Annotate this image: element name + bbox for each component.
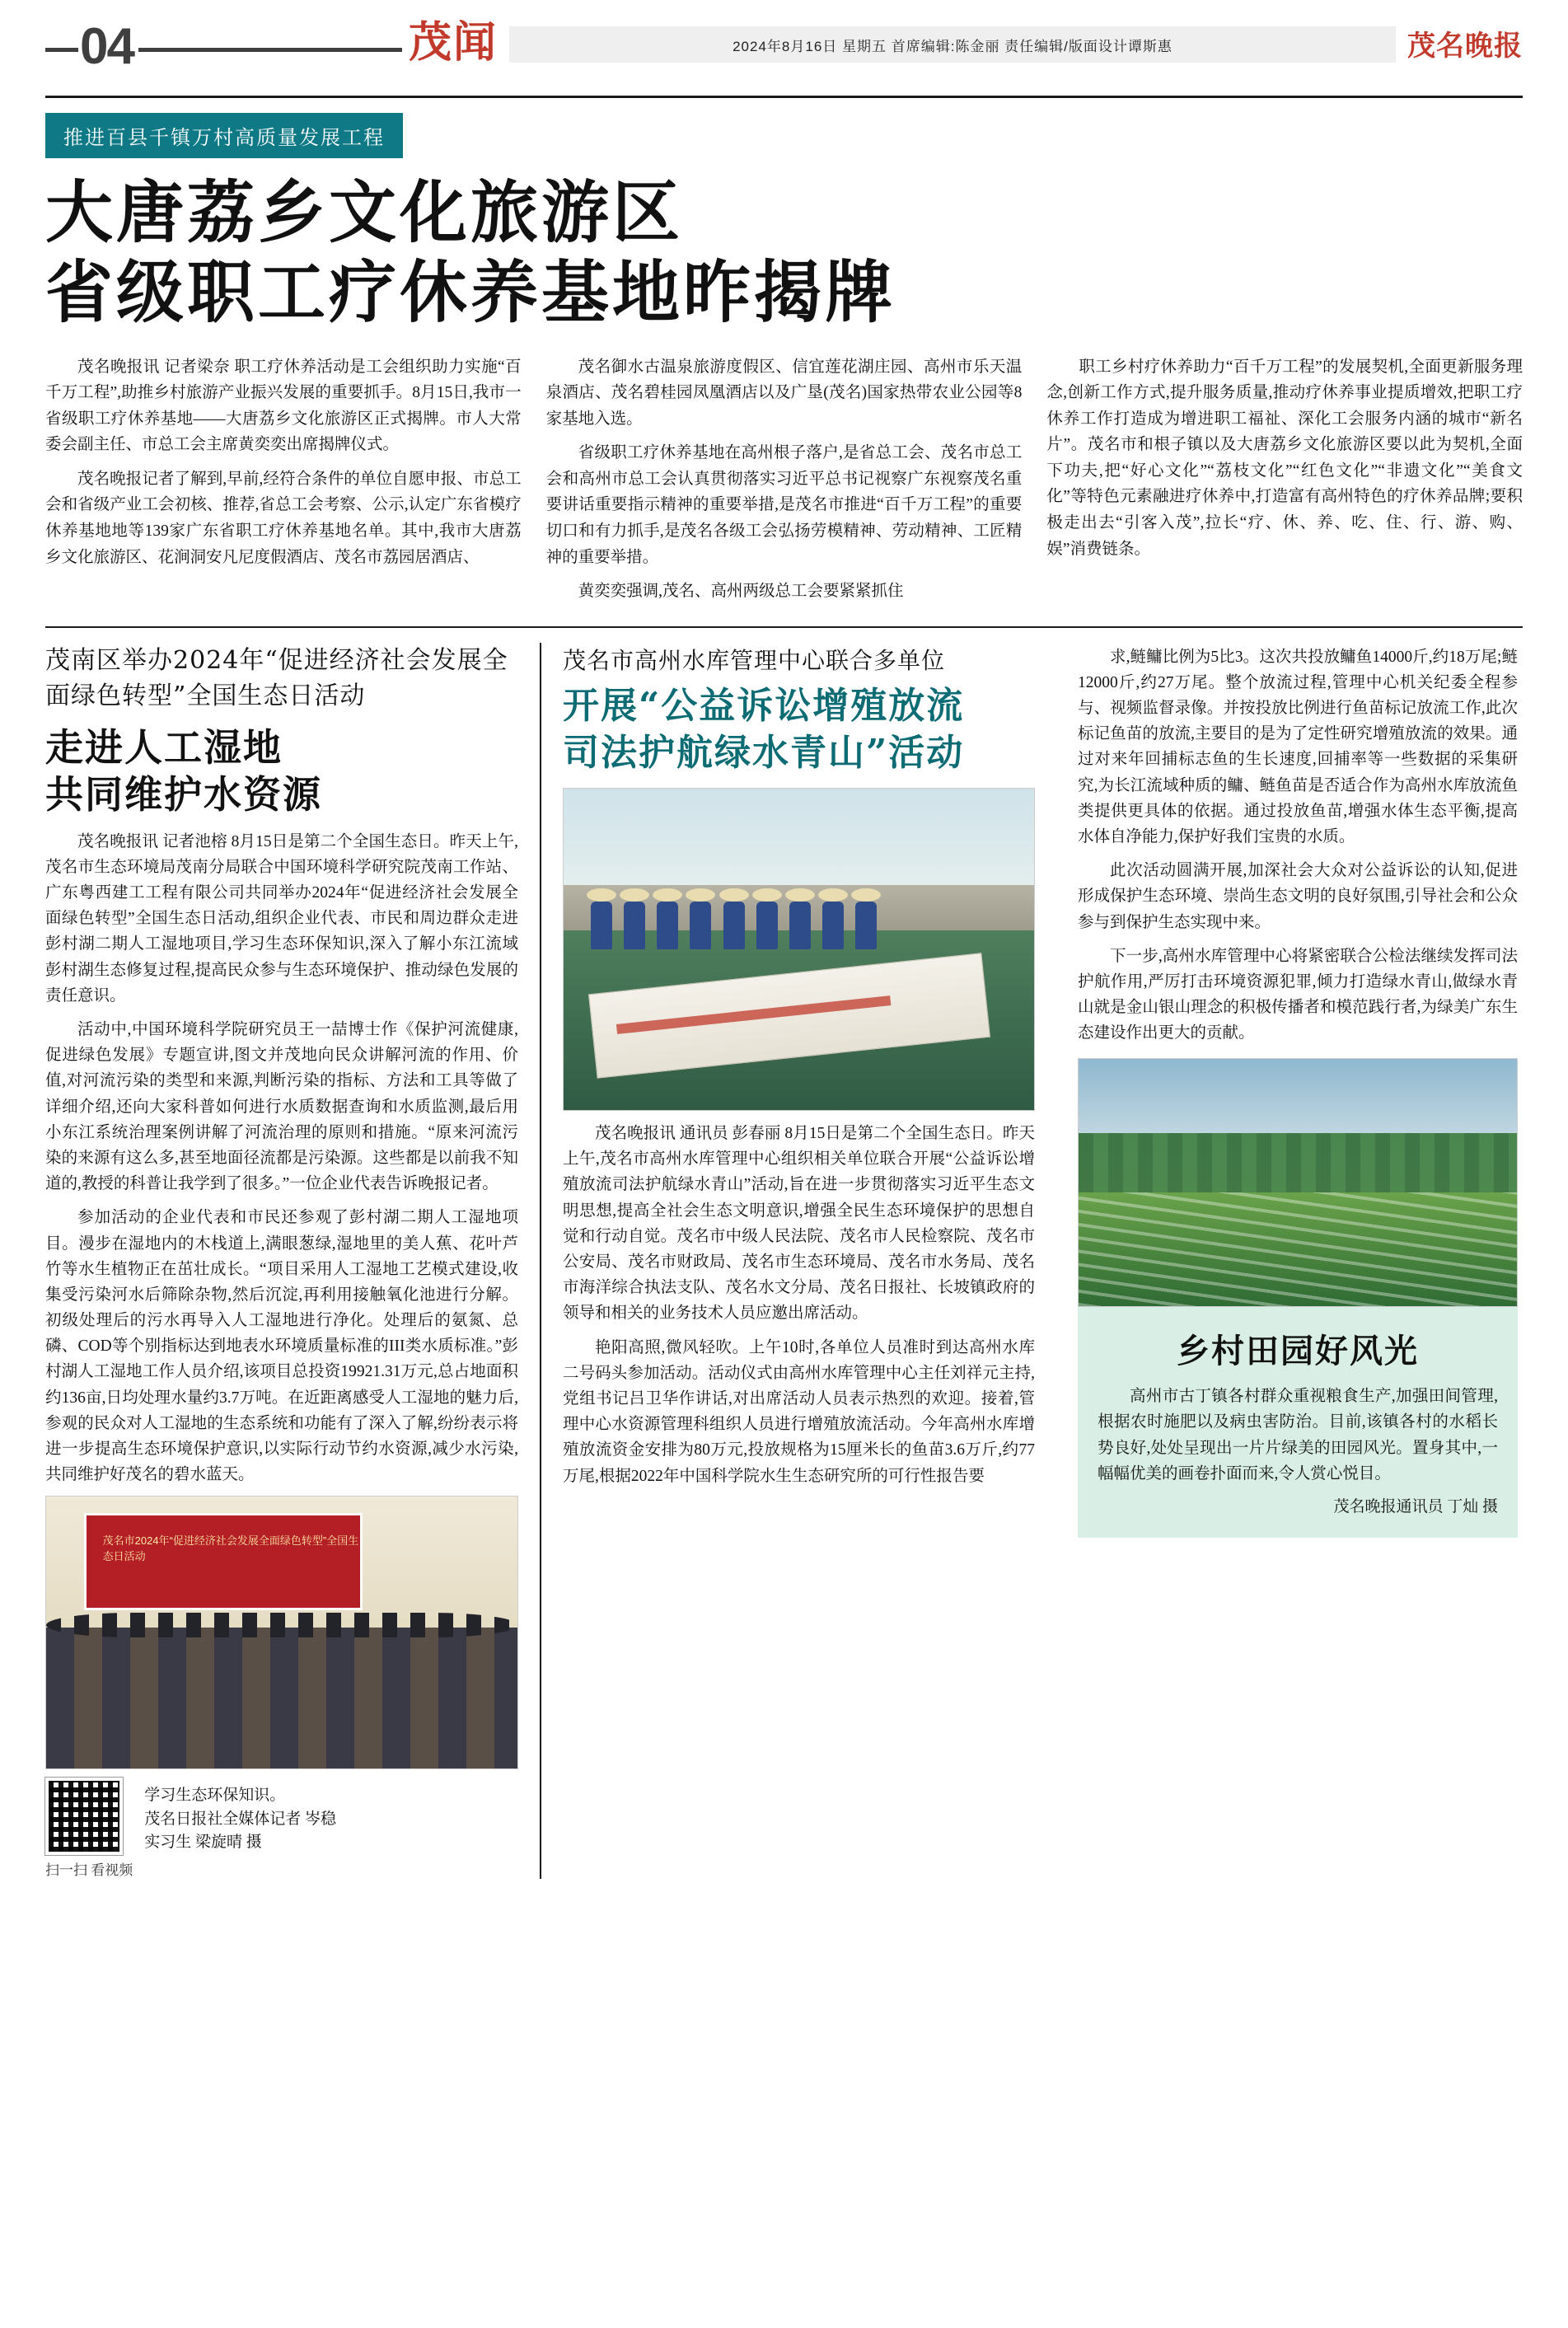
rural-fields-photo [1078,1058,1518,1307]
folio-number: 04 [80,18,133,75]
lead-column-1 [45,354,522,613]
paper-logo: 茂名晚报 [1407,30,1523,63]
mid-headline-line-1: 开展“公益诉讼增殖放流 [563,684,965,727]
right-column [1056,643,1518,1880]
rural-photo-credit: 茂名晚报通讯员 丁灿 摄 [1333,1497,1498,1515]
qr-code-icon [45,1778,123,1855]
photo-rice-paddies [1079,1192,1517,1306]
left-kicker: 茂南区举办2024年“促进经济社会发展全面绿色转型”全国生态日活动 [45,645,508,711]
lead-bottom-rule [45,626,1523,628]
left-photo-caption [144,1784,336,1855]
mid-paragraph: 下一步,高州水库管理中心将紧密联合公检法继续发挥司法护航作用,严厉打击环境资源犯罪,倾力打造绿水青山,做绿水青山就是金山银山理念的积极传播者和模范践行者,为绿美广东生态建设作出更大的贡献。 [1078,947,1518,1042]
lead-paragraph: 省级职工疗休养基地在高州根子落户,是省总工会、茂名市总工会和高州市总工会认真贯彻落实习近平总书记视察广东视察茂名重要讲话重要指示精神的重要举措,是茂名市推进“百千万工程”的重要切口和有力抓手,是茂名各级工会弘扬劳模精神、劳动精神、工匠精神的重要举措。 [545,444,1023,566]
mid-headline-line-2: 司法护航绿水青山”活动 [563,731,965,774]
rural-paragraph: 高州市古丁镇各村群众重视粮食生产,加强田间管理,根据农时施肥以及病虫害防治。目前,该镇各村的水稻长势良好,处处呈现出一片片绿美的田园风光。置身其中,一幅幅优美的画卷扑面而来,令人赏心悦目。 [1098,1387,1498,1483]
photo-stage-banner [84,1513,363,1610]
masthead [45,0,1523,92]
eco-day-indoor-photo [45,1496,518,1769]
photo-participants [583,878,997,949]
qr-label: 扫一扫 看视频 [45,1862,133,1879]
lead-paragraph: 茂名晚报讯 记者梁奈 职工疗休养活动是工会组织助力实施“百千万工程”,助推乡村旅游产业振兴发展的重要抓手。8月15日,我市一省级职工疗休养基地——大唐荔乡文化旅游区正式揭牌。市人大常委会副主任、市总工会主席黄奕奕出席揭牌仪式。 [45,358,522,454]
headline-line-2: 省级职工疗休养基地昨揭牌 [45,252,896,332]
photo-banner-text: 茂名市2024年“促进经济社会发展全面绿色转型”全国生态日活动 [102,1534,359,1563]
left-paragraph: 参加活动的企业代表和市民还参观了彭村湖二期人工湿地项目。漫步在湿地内的木栈道上,满眼葱绿,湿地里的美人蕉、花叶芦竹等水生植物正在茁壮成长。“项目采用人工湿地工艺模式建设,收集受污染河水后筛除杂物,然后沉淀,再利用接触氧化池进行分解。初级处理后的污水再导入人工湿地进行净化。处理后的氨氮、总磷、COD等个别指标达到地表水环境质量标准的III类水质标准。”彭村湖人工湿地工作人员介绍,该项目总投资19921.31万元,总占地面积约136亩,日均处理水量约3.7万吨。在近距离感受人工湿地的魅力后,参观的民众对人工湿地的生态系统和功能有了深入了解,纷纷表示将进一步提高生态环境保护意识,以实际行动节约水资源,减少水污染,共同维护好茂名的碧水蓝天。 [45,1209,518,1484]
headline-line-1: 大唐荔乡文化旅游区 [45,173,684,252]
lead-paragraph: 茂名御水古温泉旅游度假区、信宜莲花湖庄园、高州市乐天温泉酒店、茂名碧桂园凤凰酒店以及广垦(茂名)国家热带农业公园等8家基地入选。 [545,358,1023,428]
left-caption-block [45,1778,518,1879]
mid-body-part1 [563,1121,1035,1489]
mid-body-part2 [1078,644,1518,1047]
rural-feature-title: 乡村田园好风光 [1177,1331,1419,1370]
mid-paragraph: 此次活动圆满开展,加深社会大众对公益诉讼的认知,促进形成保护生态环境、崇尚生态文明的良好氛围,引导社会和公众参与到保护生态实现中来。 [1078,862,1518,931]
video-qr-code[interactable] [45,1778,133,1879]
left-subhead [45,724,518,819]
mid-article [541,643,1056,1880]
page-folio [45,18,402,75]
mid-kicker: 茂名市高州水库管理中心联合多单位 [563,646,946,674]
folio-rule-icon [138,48,402,52]
folio-dash-icon [45,48,78,52]
rural-feature-panel [1078,1307,1518,1538]
photo-audience [46,1628,517,1769]
lead-article [45,354,1523,613]
lead-paragraph: 职工乡村疗休养助力“百千万工程”的发展契机,全面更新服务理念,创新工作方式,提升服务质量,推动疗休养事业提质增效,把职工疗休养工作打造成为增进职工福祉、深化工会服务内涵的城市“新名片”。茂名市和根子镇以及大唐荔乡文化旅游区要以此为契机,全面下功夫,把“好心文化”“荔枝文化”“红色文化”“非遗文化”“美食文化”等特色元素融进疗休养中,打造富有高州特色的疗休养品牌;要积极走出去“引客入茂”,拉长“疗、休、养、吃、住、行、游、购、娱”消费链条。 [1046,358,1524,558]
mid-paragraph: 茂名晚报讯 通讯员 彭春丽 8月15日是第二个全国生态日。昨天上午,茂名市高州水库管理中心组织相关单位联合开展“公益诉讼增殖放流司法护航绿水青山”活动,旨在进一步贯彻落实习近平生态文明思想,提高全社会生态文明意识,增强全民生态环境保护的思想自觉和行动自觉。茂名市中级人民法院、茂名市人民检察院、茂名市公安局、茂名市财政局、茂名市生态环境局、茂名市水务局、茂名市海洋综合执法支队、茂名水文分局、茂名日报社、长坡镇政府的领导和相关的业务技术人员应邀出席活动。 [563,1125,1035,1323]
caption-line: 学习生态环保知识。 [144,1787,286,1805]
photo-tree-line [1079,1133,1517,1197]
section-title: 茂闻 [408,17,498,68]
left-body [45,829,518,1488]
lower-section [45,643,1523,1880]
mid-headline [563,682,1035,776]
caption-line: 实习生 梁旋晴 摄 [144,1834,262,1852]
caption-line: 茂名日报社全媒体记者 岑稳 [144,1810,337,1828]
left-subhead-line-2: 共同维护水资源 [45,772,322,817]
lead-column-2 [546,354,1023,613]
fish-release-photo [563,788,1035,1111]
lead-paragraph: 黄奕奕强调,茂名、高州两级总工会要紧紧抓住 [578,583,904,601]
masthead-rule [45,96,1523,98]
mid-paragraph: 艳阳高照,微风轻吹。上午10时,各单位人员准时到达高州水库二号码头参加活动。活动仪式由高州水库管理中心主任刘祥元主持,党组书记吕卫华作讲话,对出席活动人员表示热烈的欢迎。接着,管理中心水资源管理科组织人员进行增殖放流活动。今年高州水库增殖放流资金安排为80万元,投放规格为15厘米长的鱼苗3.6万斤,约77万尾,根据2022年中国科学院水生生态研究所的可行性报告要 [563,1338,1035,1485]
masthead-meta: 2024年8月16日 星期五 首席编辑:陈金丽 责任编辑/版面设计谭斯惠 [509,26,1396,63]
main-headline [45,173,1523,333]
left-subhead-line-1: 走进人工湿地 [45,724,283,770]
left-article [45,643,540,1880]
left-paragraph: 茂名晚报讯 记者池榕 8月15日是第二个全国生态日。昨天上午,茂名市生态环境局茂南分局联合中国环境科学研究院茂南工作站、广东粤西建工工程有限公司共同举办2024年“促进经济社会发展全面绿色转型”全国生态日活动,组织企业代表、市民和周边群众走进彭村湖二期人工湿地项目,学习生态环保知识,深入了解小东江流域彭村湖生态修复过程,提高民众参与生态环境保护、推动绿色发展的责任意识。 [45,832,518,1005]
lead-column-3 [1046,354,1523,613]
mid-paragraph: 求,鲢鳙比例为5比3。这次共投放鳙鱼14000斤,约18万尾;鲢12000斤,约27万尾。整个放流过程,管理中心机关纪委全程参与、视频监督录像。并按投放比例进行鱼苗标记放流工作,此次标记鱼苗的放流,主要目的是为了定性研究增殖放流的效果。通过对来年回捕标志鱼的生长速度,回捕率等一些数据的采集研究,为长江流域种质的鳙、鲢鱼苗是否适合作为高州水库放流鱼类提供更具体的依据。通过投放鱼苗,增强水体生态平衡,提高水体自净能力,保护好我们宝贵的水质。 [1078,648,1518,846]
lead-paragraph: 茂名晚报记者了解到,早前,经符合条件的单位自愿申报、市总工会和省级产业工会初核、推荐,省总工会考察、公示,认定广东省模疗休养基地地等139家广东省职工疗休养基地名单。其中,我市大唐荔乡文化旅游区、花涧洞安凡尼度假酒店、茂名市荔园居酒店、 [45,470,522,566]
program-banner-tag: 推进百县千镇万村高质量发展工程 [45,113,403,158]
rural-feature-body [1098,1384,1498,1487]
left-paragraph: 活动中,中国环境科学院研究员王一喆博士作《保护河流健康,促进绿色发展》专题宣讲,图文并茂地向民众讲解河流的作用、价值,对河流污染的类型和来源,判断污染的指标、方法和工具等做了详细介绍,还向大家科普如何进行水质数据查询和水质监测,最后用小东江系统治理案例讲解了河流治理的原则和措施。“原来河流污染的来源有这么多,甚至地面径流都是污染源。这些都是以前我不知道的,教授的科普让我学到了很多。”一位企业代表告诉晚报记者。 [45,1021,518,1193]
